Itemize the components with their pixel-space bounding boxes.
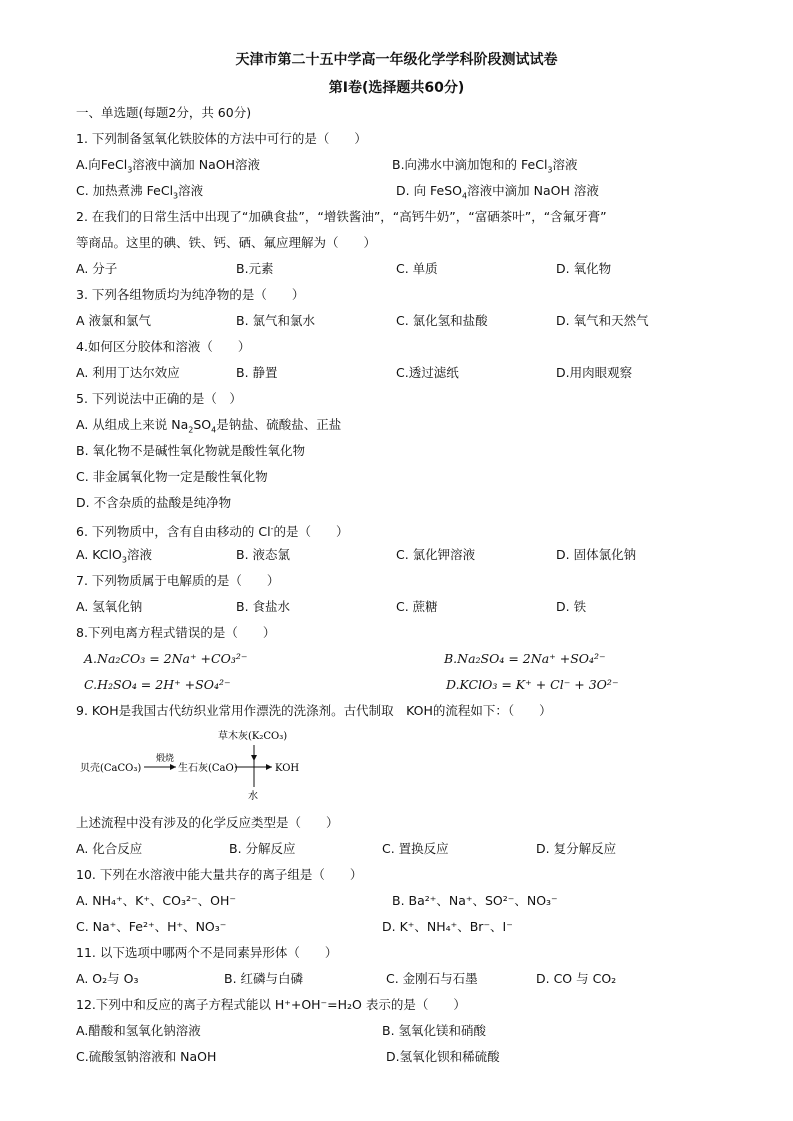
q1-option-a: A.向FeCl$_3$溶液中滴加 NaOH溶液 — [76, 157, 261, 175]
q1-option-b: B.向沸水中滴加饱和的 FeCl$_3$溶液 — [392, 157, 578, 175]
q10-options-row2 — [76, 919, 716, 935]
q11-options — [76, 971, 716, 987]
q2-option-d: D. 氧化物 — [556, 261, 612, 276]
q6-option-d: D. 固体氯化钠 — [556, 547, 637, 562]
q2-options — [76, 261, 716, 277]
q5-option-b: B. 氧化物不是碱性氧化物就是酸性氧化物 — [76, 443, 306, 458]
q2-option-a: A. 分子 — [76, 261, 118, 276]
q11-stem: 11. 以下选项中哪两个不是同素异形体（ ） — [76, 945, 338, 960]
q3-stem: 3. 下列各组物质均为纯净物的是（ ） — [76, 287, 305, 302]
q9-option-a: A. 化合反应 — [76, 841, 143, 856]
q5-option-a: A. 从组成上来说 $Na_2SO_4$是钠盐、硫酸盐、正盐 — [76, 417, 342, 435]
q9-option-c: C. 置换反应 — [382, 841, 449, 856]
q7-option-a: A. 氢氧化钠 — [76, 599, 143, 614]
q1-option-c: C. 加热煮沸 FeCl$_3$溶液 — [76, 183, 204, 201]
q11-option-a: A. O₂与 O₃ — [76, 971, 139, 986]
q4-stem: 4.如何区分胶体和溶液（ ） — [76, 339, 251, 354]
q9-option-b: B. 分解反应 — [229, 841, 296, 856]
exam-title: 天津市第二十五中学高一年级化学学科阶段测试试卷 — [235, 52, 558, 68]
q9-flow-diagram — [76, 725, 336, 805]
q10-option-d: D. K⁺、NH₄⁺、Br⁻、I⁻ — [382, 919, 513, 934]
q7-option-c: C. 蔗糖 — [396, 599, 438, 614]
q4-options — [76, 365, 716, 381]
q10-option-a: A. NH₄⁺、K⁺、CO₃²⁻、OH⁻ — [76, 893, 236, 908]
q10-options-row1 — [76, 893, 716, 909]
q3-option-a: A 液氯和氯气 — [76, 313, 152, 328]
q12-option-d: D.氢氧化钡和稀硫酸 — [386, 1049, 500, 1064]
q3-options — [76, 313, 716, 329]
q8-option-b: B.Na₂SO₄ = 2Na⁺ +SO₄²⁻ — [444, 651, 606, 666]
q8-option-d: D.KClO₃ = K⁺ + Cl⁻ + 3O²⁻ — [446, 677, 619, 692]
q11-option-c: C. 金刚石与石墨 — [386, 971, 478, 986]
flow-arrowhead-3 — [251, 755, 257, 761]
flow-calcine: 煅烧 — [156, 754, 175, 764]
q10-stem: 10. 下列在水溶液中能大量共存的离子组是（ ） — [76, 867, 363, 882]
q12-option-a: A.醋酸和氢氧化钠溶液 — [76, 1023, 201, 1038]
q2-option-c: C. 单质 — [396, 261, 438, 276]
q9-options — [76, 841, 716, 857]
q2-stem-line2: 等商品。这里的碘、铁、钙、硒、氟应理解为（ ） — [76, 235, 377, 250]
section-heading: 一、单选题(每题2分，共 60分) — [76, 105, 252, 120]
flow-ash: 草木灰(K₂CO₃) — [218, 731, 288, 742]
flow-arrowhead-2 — [266, 764, 272, 770]
q4-option-a: A. 利用丁达尔效应 — [76, 365, 180, 380]
flow-lime: 生石灰(CaO) — [178, 763, 238, 774]
q11-option-d: D. CO 与 CO₂ — [536, 971, 617, 986]
q7-options — [76, 599, 716, 615]
exam-subtitle: 第Ⅰ卷(选择题共60分) — [328, 80, 465, 96]
q12-stem: 12.下列中和反应的离子方程式能以 H⁺+OH⁻=H₂O 表示的是（ ） — [76, 997, 466, 1012]
q7-stem: 7. 下列物质属于电解质的是（ ） — [76, 573, 280, 588]
q10-option-b: B. Ba²⁺、Na⁺、SO²⁻、NO₃⁻ — [392, 893, 558, 908]
q12-options-row1 — [76, 1023, 716, 1039]
q3-option-b: B. 氯气和氯水 — [236, 313, 316, 328]
q5-option-c: C. 非金属氧化物一定是酸性氧化物 — [76, 469, 268, 484]
q8-option-c: C.H₂SO₄ = 2H⁺ +SO₄²⁻ — [84, 677, 231, 692]
q12-option-c: C.硫酸氢钠溶液和 NaOH — [76, 1049, 217, 1064]
q4-option-d: D.用肉眼观察 — [556, 365, 633, 380]
q1-options-row2 — [76, 183, 716, 199]
q3-option-d: D. 氧气和天然气 — [556, 313, 649, 328]
q6-option-a: A. KClO$_3$溶液 — [76, 547, 152, 565]
q9-option-d: D. 复分解反应 — [536, 841, 617, 856]
q9-question: 上述流程中没有涉及的化学反应类型是（ ） — [76, 815, 339, 830]
flow-product: KOH — [275, 763, 300, 774]
q8-options-row2 — [84, 677, 724, 693]
q1-option-d: D. 向 FeSO$_4$溶液中滴加 NaOH 溶液 — [396, 183, 599, 201]
q4-option-c: C.透过滤纸 — [396, 365, 459, 380]
q8-options-row1 — [84, 651, 724, 667]
q6-option-c: C. 氯化钾溶液 — [396, 547, 476, 562]
q9-stem: 9. KOH是我国古代纺织业常用作漂洗的洗涤剂。古代制取 KOH的流程如下：（ ） — [76, 703, 552, 718]
q1-stem: 1. 下列制备氢氧化铁胶体的方法中可行的是（ ） — [76, 131, 367, 146]
q3-option-c: C. 氯化氢和盐酸 — [396, 313, 488, 328]
q10-option-c: C. Na⁺、Fe²⁺、H⁺、NO₃⁻ — [76, 919, 227, 934]
q6-options — [76, 547, 716, 563]
flow-shell: 贝壳(CaCO₃) — [80, 763, 142, 774]
q5-stem: 5. 下列说法中正确的是（ ） — [76, 391, 242, 406]
q2-option-b: B.元素 — [236, 261, 274, 276]
q8-stem: 8.下列电离方程式错误的是（ ） — [76, 625, 276, 640]
q6-stem: 6. 下列物质中，含有自由移动的 Cl-的是（ ） — [76, 524, 349, 540]
q5-option-d: D. 不含杂质的盐酸是纯净物 — [76, 495, 232, 510]
q7-option-d: D. 铁 — [556, 599, 587, 614]
q7-option-b: B. 食盐水 — [236, 599, 291, 614]
q2-stem-line1: 2. 在我们的日常生活中出现了“加碘食盐”，“增铁酱油”，“高钙牛奶”，“富硒茶叶”，“含氟牙膏” — [76, 209, 607, 224]
q11-option-b: B. 红磷与白磷 — [224, 971, 304, 986]
q6-option-b: B. 液态氯 — [236, 547, 291, 562]
q4-option-b: B. 静置 — [236, 365, 278, 380]
q1-options-row1 — [76, 157, 716, 173]
q12-options-row2 — [76, 1049, 716, 1065]
flow-arrowhead-1 — [170, 764, 176, 770]
q8-option-a: A.Na₂CO₃ = 2Na⁺ +CO₃²⁻ — [84, 651, 248, 666]
q12-option-b: B. 氢氧化镁和硝酸 — [382, 1023, 487, 1038]
flow-water: 水 — [248, 791, 258, 802]
